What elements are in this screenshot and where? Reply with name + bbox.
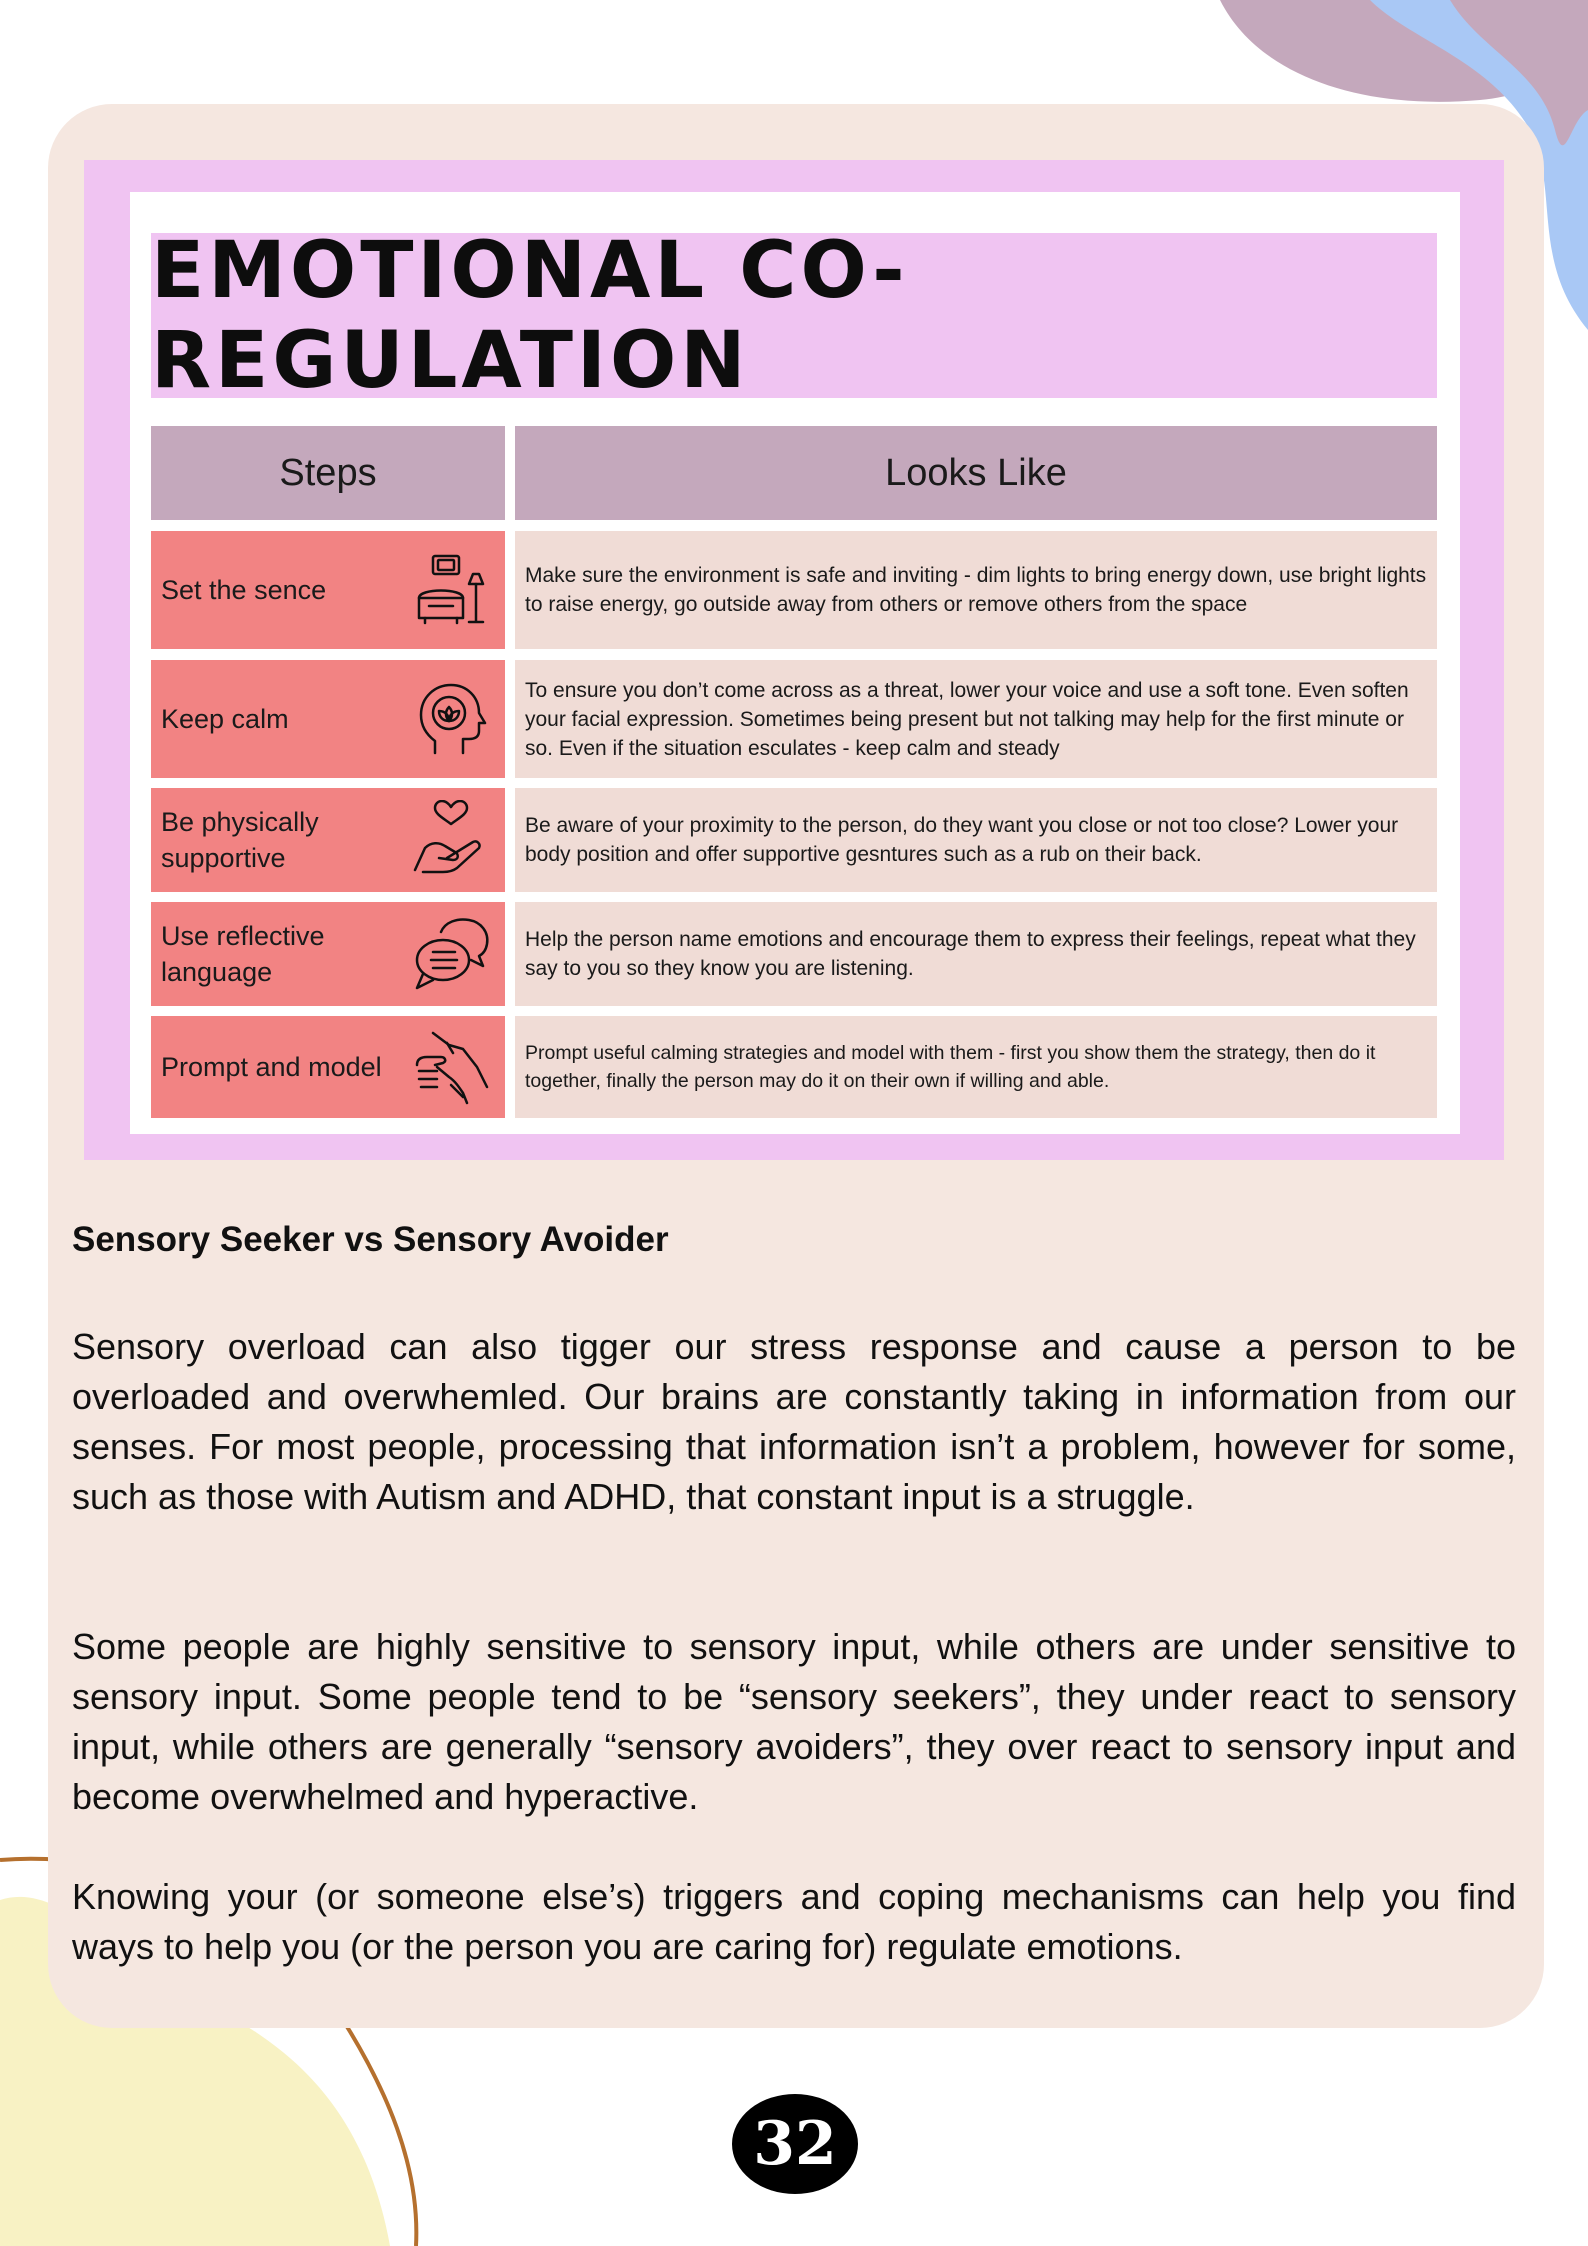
description-cell: Make sure the environment is safe and inviting - dim lights to bring energy down, use bright lights to raise energy, go outside away from others or remove others from the space: [515, 531, 1437, 649]
description-cell: Help the person name emotions and encourage them to express their feelings, repeat what they say to you so they know you are listening.: [515, 902, 1437, 1006]
head-lotus-icon: [411, 679, 491, 759]
step-label: Prompt and model: [161, 1052, 382, 1082]
page-number: 32: [732, 2094, 858, 2194]
body-paragraph: Sensory overload can also tigger our stress response and cause a person to be overloaded and overwhemled. Our brains are constantly taking in information from our senses. For most people, processing that information isn’t a problem, however for some, such as those with Autism and ADHD, that constant input is a struggle.: [72, 1326, 1516, 1517]
step-label: Be physically supportive: [161, 807, 319, 873]
description-cell: Prompt useful calming strategies and model with them - first you show them the strategy, then do it together, finally the person may do it on their own if willing and able.: [515, 1016, 1437, 1118]
description-cell: To ensure you don’t come across as a threat, lower your voice and use a soft tone. Even soften your facial expression. Sometimes being present but not talking may help for the first minute or so. Even if the situation esculates - keep calm and steady: [515, 660, 1437, 778]
step-cell: [151, 902, 505, 1006]
description-cell: Be aware of your proximity to the person, do they want you close or not too close? Lower your body position and offer supportive gesntures such as a rub on their back.: [515, 788, 1437, 892]
step-cell: [151, 1016, 505, 1118]
page-title: EMOTIONAL CO-REGULATION: [151, 225, 909, 406]
table-header-looks-like: Looks Like: [515, 426, 1437, 520]
helping-hands-icon: [411, 1027, 491, 1107]
step-label: Set the sence: [161, 575, 327, 605]
speech-bubbles-icon: [411, 914, 491, 994]
table-row: [151, 902, 1437, 1006]
title-band: [151, 225, 1437, 406]
table-row: [151, 788, 1437, 892]
table-row: [151, 1016, 1437, 1118]
step-label: Use reflective language: [161, 921, 325, 987]
step-label: Keep calm: [161, 704, 289, 734]
table-row: [151, 660, 1437, 778]
table-row: [151, 531, 1437, 649]
room-sofa-lamp-icon: [411, 550, 491, 630]
hand-heart-icon: [411, 800, 491, 880]
section-heading: Sensory Seeker vs Sensory Avoider: [72, 1220, 669, 1259]
table-header-steps: Steps: [151, 426, 505, 520]
step-cell: [151, 660, 505, 778]
step-cell: [151, 788, 505, 892]
body-paragraph: Knowing your (or someone else’s) triggers and coping mechanisms can help you find ways to help you (or the person you are caring for) regulate emotions.: [72, 1876, 1516, 1967]
step-cell: [151, 531, 505, 649]
body-paragraph: Some people are highly sensitive to sensory input, while others are under sensitive to sensory input. Some people tend to be “sensory seekers”, they under react to sensory input, while others are generally “sensory avoiders”, they over react to sensory input and become overwhelmed and hyperactive.: [72, 1626, 1516, 1817]
